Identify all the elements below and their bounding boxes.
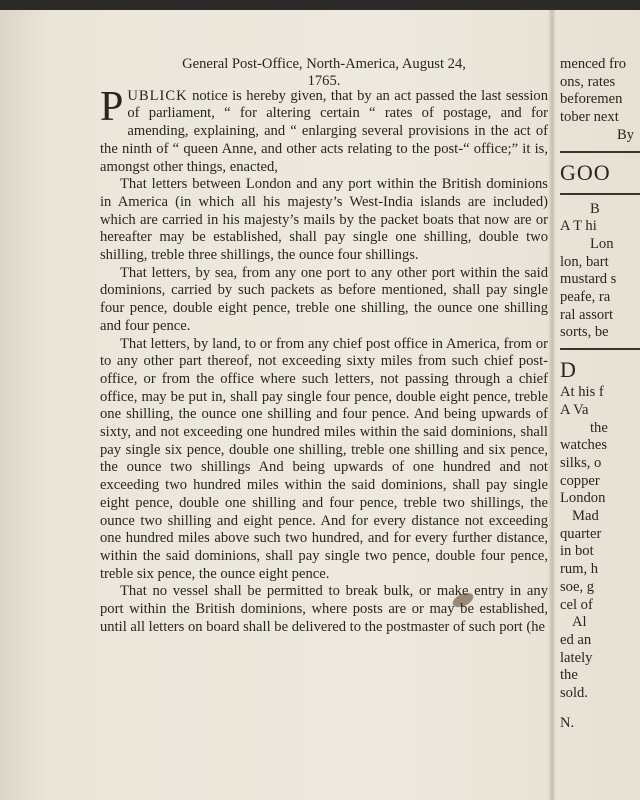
- ad-line: the: [590, 419, 608, 436]
- column-fold: [548, 10, 556, 800]
- ad-line: A T hi: [560, 218, 597, 235]
- article-year: 1765.: [307, 72, 341, 89]
- column-rule: [560, 348, 640, 350]
- ad-line: ral assort: [560, 306, 614, 323]
- adjacent-column: [560, 56, 640, 733]
- ad-line: Mad: [572, 508, 599, 525]
- ad-line: ed an: [560, 631, 592, 648]
- column-line: menced fro: [560, 56, 627, 72]
- ad-line: At his f: [560, 384, 604, 401]
- advertisement-heading: GOO: [560, 159, 611, 185]
- ad-line: cel of: [560, 596, 593, 613]
- ad-line: quarter: [560, 525, 602, 542]
- ad-line: silks, o: [560, 454, 602, 471]
- advertisement-heading: D: [560, 357, 577, 383]
- ad-line: A Va: [560, 401, 589, 418]
- ad-line: N.: [560, 714, 575, 731]
- column-rule: [560, 151, 640, 153]
- ad-line: in bot: [560, 543, 594, 560]
- article-paragraph-2: That letters between London and any port within the British dominions in America (in which all his majesty’s West-India islands are included) which are carried in his majesty’s mails by the packet boats that now are or hereafter may be established, shall pay single one shilling, double two shilling, treble three shillings, the ounce four shillings.: [100, 176, 548, 264]
- ad-line: copper: [560, 472, 600, 489]
- drop-cap: P: [100, 83, 124, 130]
- article-heading: General Post-Office, North-America, August 24,: [182, 56, 466, 72]
- lead-word: UBLICK: [127, 87, 188, 104]
- ad-line: London: [560, 490, 606, 507]
- post-office-article: [100, 56, 548, 637]
- ad-line: Lon: [590, 235, 614, 252]
- ad-line: rum, h: [560, 561, 599, 578]
- article-paragraph-3: That letters, by sea, from any one port to any other port within the said dominions, carried by such packets as before mentioned, shall pay single four pence, double eight pence, treble one shilling, the ounce one shilling and four pence.: [100, 264, 548, 334]
- article-paragraph-1: [100, 83, 548, 177]
- column-line: By: [616, 126, 634, 143]
- ad-line: watches: [560, 437, 608, 454]
- ad-line: lately: [560, 649, 593, 666]
- column-rule: [560, 193, 640, 195]
- scan-border: [0, 0, 640, 10]
- ad-line: lon, bart: [560, 253, 609, 270]
- ad-line: sold.: [560, 685, 588, 702]
- ad-line: soe, g: [560, 578, 595, 595]
- article-paragraph-5: That no vessel shall be permitted to break bulk, or make entry in any port within the British dominions, where posts are or may be established, until all letters on board shall be delivered to the postmaster of such port (he: [100, 583, 548, 635]
- paragraph-text: notice is hereby given, that by an act passed the last session of parliament, “ for altering certain “ rates of postage, and for amending, explaining, and “ enlarging several provisions in the act of the ninth of “ queen Anne, and other acts relating to the post-“ office;” it is, amongst other things, enacted,: [100, 87, 548, 175]
- article-paragraph-4: That letters, by land, to or from any chief post office in America, from or to any other part thereof, not exceeding sixty miles from such chief post-office, or from the office where such letters, not passing through a chief office, may be put in, shall pay single four pence, double eight pence, treble one shilling, the ounce one shilling and four pence. And being upwards of sixty, and not exceeding one hundred miles within the said dominions, shall pay single six pence, double one shilling, treble one shilling and six pence, the ounce two shillings And being upwards of one hundred and not exceeding two hundred miles within the said dominions, shall pay single eight pence, double one shilling and four pence, treble two shillings, the ounce two shilling and eight pence. And for every distance not exceeding one hundred miles above such two hundred, and for every further distance, within the said dominions, shall pay single two pence, double four pence, treble six pence, the ounce eight pence.: [100, 335, 548, 582]
- ad-line: Al: [572, 614, 587, 631]
- ad-line: mustard s: [560, 271, 617, 288]
- ad-line: B: [590, 200, 600, 217]
- ad-line: peafe, ra: [560, 289, 611, 306]
- ad-line: sorts, be: [560, 324, 609, 341]
- ad-line: the: [560, 667, 578, 684]
- column-line: beforemen: [560, 91, 623, 108]
- column-line: tober next: [560, 109, 619, 126]
- column-line: ons, rates: [560, 73, 616, 90]
